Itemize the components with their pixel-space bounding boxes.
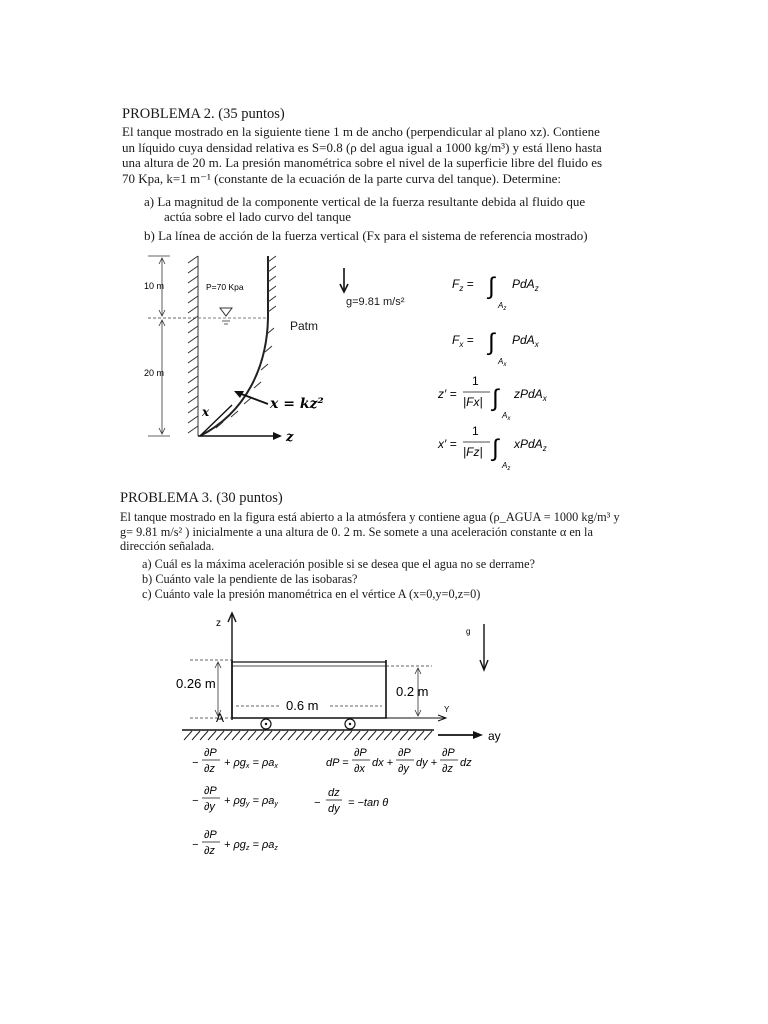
equation-y-momentum: −	[192, 795, 199, 807]
z-axis-label: z	[216, 618, 221, 629]
statement-line: un líquido cuya densidad relativa es S=0.8 (ρ del agua igual a 1000 kg/m³) y está lleno hasta	[122, 139, 602, 155]
equation-isobar-slope: −	[314, 797, 321, 809]
problem-2-item-a: a) La magnitud de la componente vertical de la fuerza resultante debida al fluido que	[144, 194, 586, 209]
equation-x-prime: x′ =	[438, 437, 457, 451]
problem-2-title: PROBLEMA 2. (35 puntos)	[122, 106, 285, 122]
svg-text:|Fx|: |Fx|	[463, 395, 483, 409]
svg-text:∂P: ∂P	[204, 747, 217, 759]
svg-text:∂z: ∂z	[442, 763, 453, 775]
svg-text:∂x: ∂x	[354, 763, 365, 775]
svg-text:∂y: ∂y	[398, 763, 409, 775]
gravity-label: g	[466, 627, 471, 636]
pressure-label: P=70 Kpa	[206, 282, 244, 292]
svg-text:|Fz|: |Fz|	[463, 445, 483, 459]
svg-text:1: 1	[472, 374, 479, 388]
statement-line: El tanque mostrado en la siguiente tiene 1 m de ancho (perpendicular al plano xz). Contiene	[122, 124, 600, 139]
svg-text:∂P: ∂P	[204, 829, 217, 841]
svg-text:∂P: ∂P	[442, 747, 455, 759]
svg-text:dy: dy	[328, 803, 340, 815]
equation-fz: $F_z$ =	[452, 277, 474, 293]
statement-line: El tanque mostrado en la figura está abierto a la atmósfera y contiene agua (ρ_AGUA = 1000 kg/m³ y	[120, 510, 620, 524]
problem-3-tank-figure	[170, 610, 510, 750]
equation-z-momentum: −	[192, 839, 199, 851]
equation-fx: $F_x$ =	[452, 333, 474, 349]
svg-text:PdAz: PdA$_z$	[512, 277, 539, 293]
svg-text:+ ρgx = ρax: + ρgx = ρax	[224, 757, 278, 770]
svg-text:dz: dz	[328, 787, 340, 799]
svg-text:∂y: ∂y	[204, 801, 215, 813]
problem-2-item-b: b) La línea de acción de la fuerza vertical (Fx para el sistema de referencia mostrado)	[144, 228, 588, 243]
problem-3-item-c: c) Cuánto vale la presión manométrica en el vértice A (x=0,y=0,z=0)	[142, 587, 481, 601]
svg-text:zPdAx: zPdA$_x$	[514, 387, 547, 403]
svg-text:PdAx: PdA$_x$	[512, 333, 539, 349]
svg-text:1: 1	[472, 424, 479, 438]
gravity-label: g=9.81 m/s²	[346, 296, 405, 308]
problem-3-item-b: b) Cuánto vale la pendiente de las isobaras?	[142, 572, 358, 586]
svg-text:dx +: dx +	[372, 757, 394, 769]
svg-text:∂z: ∂z	[204, 845, 215, 857]
problem-3-items	[142, 557, 535, 602]
dim-bottom-label: 20 m	[144, 368, 165, 378]
svg-text:∫: ∫	[488, 329, 495, 356]
problem-2-item-a-cont: actúa sobre el lado curvo del tanque	[164, 209, 351, 224]
dim-top-label: 10 m	[144, 281, 165, 291]
svg-text:xPdAz: xPdA$_z$	[514, 437, 547, 453]
svg-text:Az: $A_z$	[502, 461, 511, 472]
patm-label: Patm	[290, 319, 319, 333]
svg-text:+ ρgy = ρay: + ρgy = ρay	[224, 795, 278, 808]
svg-text:∂z: ∂z	[204, 763, 215, 775]
svg-text:dz: dz	[460, 757, 472, 769]
svg-text:Ax: $A_x$	[498, 357, 507, 368]
svg-text:+ ρgz = ρaz: + ρgz = ρaz	[224, 839, 278, 852]
z-axis-label: z	[286, 430, 294, 445]
y-axis-label: Y	[444, 705, 450, 714]
problem-2-tank-figure	[140, 248, 360, 448]
svg-text:dy +: dy +	[416, 757, 438, 769]
svg-text:∫: ∫	[488, 273, 495, 300]
equation-total-differential: dP =	[326, 757, 349, 769]
problem-2-equations	[430, 266, 590, 476]
svg-text:∂P: ∂P	[204, 785, 217, 797]
statement-line: dirección señalada.	[120, 539, 215, 553]
problem-3-item-a: a) Cuál es la máxima aceleración posible si se desea que el agua no se derrame?	[142, 557, 535, 571]
svg-text:Ax: $A_x$	[502, 411, 511, 422]
equation-z-prime: z′ =	[438, 387, 457, 401]
problem-3-title: PROBLEMA 3. (30 puntos)	[120, 490, 283, 506]
svg-text:∂P: ∂P	[398, 747, 411, 759]
gravity-arrow-icon	[336, 266, 356, 296]
problem-3-equations	[188, 742, 488, 872]
accel-label: ay	[488, 729, 501, 743]
equation-x-momentum: −	[192, 757, 199, 769]
curve-equation: x = kz²	[270, 396, 324, 412]
statement-line: 70 Kpa, k=1 m⁻¹ (constante de la ecuación de la parte curva del tanque). Determine:	[122, 170, 561, 186]
height-water-label: 0.2 m	[396, 684, 429, 699]
svg-text:∫: ∫	[492, 385, 499, 412]
x-axis-label: x	[202, 405, 210, 419]
svg-text:∫: ∫	[492, 435, 499, 462]
vertex-a-label: A	[216, 711, 225, 725]
height-total-label: 0.26 m	[176, 676, 216, 691]
statement-line: una altura de 20 m. La presión manométrica sobre el nivel de la superficie libre del fluido es	[122, 155, 603, 171]
width-label: 0.6 m	[286, 698, 319, 713]
svg-text:= −tan θ: = −tan θ	[348, 797, 389, 809]
problem-3-statement	[120, 510, 650, 554]
svg-text:∂P: ∂P	[354, 747, 367, 759]
svg-text:Az: $A_z$	[498, 301, 507, 312]
statement-line: g= 9.81 m/s² ) inicialmente a una altura de 0. 2 m. Se somete a una aceleración constante α en la	[120, 524, 593, 539]
problem-2-statement	[122, 124, 652, 186]
